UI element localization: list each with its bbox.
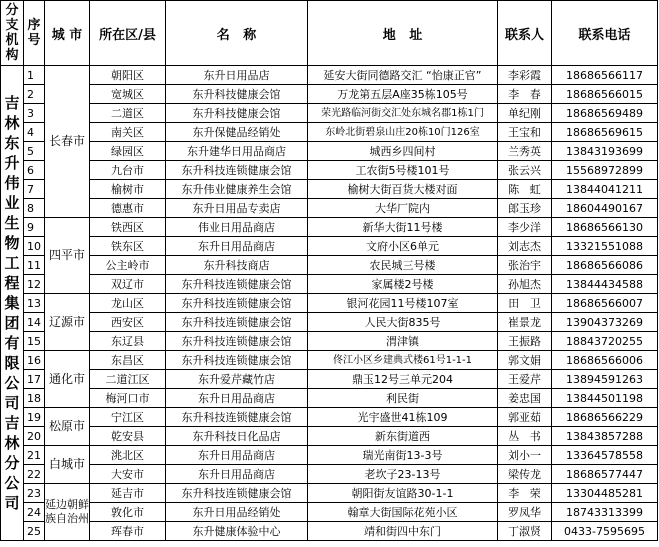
- row-number: 6: [24, 161, 45, 180]
- address-cell: 鼎玉12号三单元204: [308, 370, 498, 389]
- row-number: 23: [24, 484, 45, 503]
- city-cell: 延边朝鲜族自治州: [45, 484, 90, 541]
- store-name-cell: 东升科技日化品店: [166, 427, 308, 446]
- store-name-cell: 东升日用品商店: [166, 446, 308, 465]
- header-name: 名 称: [166, 1, 308, 66]
- district-cell: 东辽县: [90, 332, 166, 351]
- district-cell: 铁西区: [90, 218, 166, 237]
- city-cell: 通化市: [45, 351, 90, 408]
- district-cell: 南关区: [90, 123, 166, 142]
- table-row: [1, 142, 658, 161]
- phone-cell: 18686577447: [552, 465, 658, 484]
- district-cell: 公主岭市: [90, 256, 166, 275]
- contact-cell: 刘小一: [498, 446, 552, 465]
- contact-cell: 张治宇: [498, 256, 552, 275]
- table-row: [1, 85, 658, 104]
- district-cell: 梅河口市: [90, 389, 166, 408]
- header-row: [1, 1, 658, 66]
- table-row: [1, 66, 658, 85]
- company-cell: 吉林东升伟业生物工程集团有限公司吉林分公司: [1, 66, 24, 541]
- address-cell: 翰章大街国际花苑小区: [308, 503, 498, 522]
- store-name-cell: 东升科技商店: [166, 256, 308, 275]
- store-name-cell: 东升爱芹藏竹店: [166, 370, 308, 389]
- contact-cell: 丁淑贤: [498, 522, 552, 541]
- district-cell: 乾安县: [90, 427, 166, 446]
- contact-cell: 刘志杰: [498, 237, 552, 256]
- phone-cell: 13843193699: [552, 142, 658, 161]
- address-cell: 利民街: [308, 389, 498, 408]
- row-number: 18: [24, 389, 45, 408]
- row-number: 11: [24, 256, 45, 275]
- table-row: [1, 161, 658, 180]
- contact-cell: 罗凤华: [498, 503, 552, 522]
- store-name-cell: 东升科技连锁健康会馆: [166, 332, 308, 351]
- table-row: [1, 484, 658, 503]
- store-name-cell: 东升健康体验中心: [166, 522, 308, 541]
- district-cell: 二道区: [90, 104, 166, 123]
- district-cell: 延吉市: [90, 484, 166, 503]
- table-row: [1, 332, 658, 351]
- store-name-cell: 东升伟业健康养生会馆: [166, 180, 308, 199]
- row-number: 12: [24, 275, 45, 294]
- table-row: [1, 522, 658, 541]
- row-number: 21: [24, 446, 45, 465]
- address-cell: 瑞光南街13-3号: [308, 446, 498, 465]
- row-number: 15: [24, 332, 45, 351]
- address-cell: 东岭北街碧泉山庄20栋10门126室: [308, 123, 498, 142]
- district-cell: 九台市: [90, 161, 166, 180]
- district-cell: 大安市: [90, 465, 166, 484]
- contact-cell: 王振路: [498, 332, 552, 351]
- district-cell: 珲春市: [90, 522, 166, 541]
- row-number: 24: [24, 503, 45, 522]
- address-cell: 银河花园11号楼107室: [308, 294, 498, 313]
- address-cell: 文府小区6单元: [308, 237, 498, 256]
- phone-cell: 18686566006: [552, 351, 658, 370]
- district-cell: 洮北区: [90, 446, 166, 465]
- row-number: 1: [24, 66, 45, 85]
- row-number: 17: [24, 370, 45, 389]
- contact-cell: 丛 书: [498, 427, 552, 446]
- table-row: [1, 370, 658, 389]
- address-cell: 朝阳街友谊路30-1-1: [308, 484, 498, 503]
- row-number: 4: [24, 123, 45, 142]
- row-number: 25: [24, 522, 45, 541]
- contact-cell: 姜忠国: [498, 389, 552, 408]
- table-row: [1, 465, 658, 484]
- address-cell: 家属楼2号楼: [308, 275, 498, 294]
- store-name-cell: 东升科技连锁健康会馆: [166, 484, 308, 503]
- table-row: [1, 408, 658, 427]
- row-number: 5: [24, 142, 45, 161]
- row-number: 10: [24, 237, 45, 256]
- store-name-cell: 东升科技连锁健康会馆: [166, 275, 308, 294]
- header-district: 所在区/县: [90, 1, 166, 66]
- district-cell: 绿园区: [90, 142, 166, 161]
- header-phone: 联系电话: [552, 1, 658, 66]
- header-company: 分支机构: [1, 1, 24, 66]
- table-row: [1, 389, 658, 408]
- table-row: [1, 503, 658, 522]
- phone-cell: 18843720255: [552, 332, 658, 351]
- contact-cell: 张云兴: [498, 161, 552, 180]
- row-number: 22: [24, 465, 45, 484]
- contact-cell: 李 春: [498, 85, 552, 104]
- row-number: 2: [24, 85, 45, 104]
- phone-cell: 13844041211: [552, 180, 658, 199]
- table-row: [1, 180, 658, 199]
- table-row: [1, 446, 658, 465]
- table-row: [1, 294, 658, 313]
- table-row: [1, 313, 658, 332]
- address-cell: 老坎子23-13号: [308, 465, 498, 484]
- store-name-cell: 伟业日用品商店: [166, 218, 308, 237]
- address-cell: 延安大街同德路交汇 “怡康正官”: [308, 66, 498, 85]
- store-name-cell: 东升日用品商店: [166, 237, 308, 256]
- table-row: [1, 256, 658, 275]
- phone-cell: 13364578558: [552, 446, 658, 465]
- phone-cell: 18686569489: [552, 104, 658, 123]
- address-cell: 渭津镇: [308, 332, 498, 351]
- contact-cell: 单纪刚: [498, 104, 552, 123]
- district-cell: 榆树市: [90, 180, 166, 199]
- address-cell: 荣光路临河街交汇处东城名郡1栋1门: [308, 104, 498, 123]
- phone-cell: 18686566086: [552, 256, 658, 275]
- address-cell: 新华大街11号楼: [308, 218, 498, 237]
- contact-cell: 兰秀英: [498, 142, 552, 161]
- city-cell: 四平市: [45, 218, 90, 294]
- address-cell: 万龙第五层A座35栋105号: [308, 85, 498, 104]
- row-number: 13: [24, 294, 45, 313]
- city-cell: 白城市: [45, 446, 90, 484]
- table-row: [1, 275, 658, 294]
- contact-cell: 郭文娟: [498, 351, 552, 370]
- district-cell: 德惠市: [90, 199, 166, 218]
- contact-cell: 李彩霞: [498, 66, 552, 85]
- phone-cell: 18686566015: [552, 85, 658, 104]
- header-city: 城 市: [45, 1, 90, 66]
- phone-cell: 18604490167: [552, 199, 658, 218]
- store-name-cell: 东升日用品商店: [166, 465, 308, 484]
- row-number: 20: [24, 427, 45, 446]
- phone-cell: 18686566229: [552, 408, 658, 427]
- row-number: 3: [24, 104, 45, 123]
- address-cell: 光宇盛世41栋109: [308, 408, 498, 427]
- contact-cell: 田 卫: [498, 294, 552, 313]
- address-cell: 工农街5号楼101号: [308, 161, 498, 180]
- header-contact: 联系人: [498, 1, 552, 66]
- store-name-cell: 东升科技连锁健康会馆: [166, 313, 308, 332]
- row-number: 7: [24, 180, 45, 199]
- phone-cell: 13844434588: [552, 275, 658, 294]
- address-cell: 靖和街四中东门: [308, 522, 498, 541]
- phone-cell: 13321551088: [552, 237, 658, 256]
- store-name-cell: 东升保健品经销处: [166, 123, 308, 142]
- store-name-cell: 东升日用品经销处: [166, 503, 308, 522]
- store-name-cell: 东升科技健康会馆: [166, 85, 308, 104]
- address-cell: 佟江小区乡建典式楼61号1-1-1: [308, 351, 498, 370]
- address-cell: 新东街道西: [308, 427, 498, 446]
- phone-cell: 18686566117: [552, 66, 658, 85]
- phone-cell: 13844501198: [552, 389, 658, 408]
- district-cell: 铁东区: [90, 237, 166, 256]
- table-row: [1, 237, 658, 256]
- phone-cell: 13904373269: [552, 313, 658, 332]
- store-name-cell: 东升日用品店: [166, 66, 308, 85]
- store-name-cell: 东升日用品专卖店: [166, 199, 308, 218]
- row-number: 14: [24, 313, 45, 332]
- contact-cell: 梁传龙: [498, 465, 552, 484]
- city-cell: 辽源市: [45, 294, 90, 351]
- address-cell: 人民大街835号: [308, 313, 498, 332]
- store-name-cell: 东升科技连锁健康会馆: [166, 161, 308, 180]
- district-cell: 宁江区: [90, 408, 166, 427]
- contact-cell: 王爱芹: [498, 370, 552, 389]
- contact-cell: 陈 虹: [498, 180, 552, 199]
- contact-cell: 崔景龙: [498, 313, 552, 332]
- row-number: 16: [24, 351, 45, 370]
- contact-cell: 郭亚茹: [498, 408, 552, 427]
- district-cell: 龙山区: [90, 294, 166, 313]
- district-cell: 二道江区: [90, 370, 166, 389]
- phone-cell: 0433-7595695: [552, 522, 658, 541]
- table-row: [1, 123, 658, 142]
- address-cell: 榆树大街百货大楼对面: [308, 180, 498, 199]
- table-row: [1, 199, 658, 218]
- phone-cell: 13843857288: [552, 427, 658, 446]
- phone-cell: 18686566130: [552, 218, 658, 237]
- address-cell: 大华厂院内: [308, 199, 498, 218]
- table-row: [1, 351, 658, 370]
- phone-cell: 18686569615: [552, 123, 658, 142]
- header-address: 地 址: [308, 1, 498, 66]
- store-name-cell: 东升科技连锁健康会馆: [166, 294, 308, 313]
- contact-cell: 李 荣: [498, 484, 552, 503]
- address-cell: 城西乡四间村: [308, 142, 498, 161]
- table-row: [1, 427, 658, 446]
- city-cell: 松原市: [45, 408, 90, 446]
- contact-cell: 李少洋: [498, 218, 552, 237]
- address-cell: 农民城三号楼: [308, 256, 498, 275]
- district-cell: 朝阳区: [90, 66, 166, 85]
- phone-cell: 18743313399: [552, 503, 658, 522]
- district-cell: 西安区: [90, 313, 166, 332]
- phone-cell: 15568972899: [552, 161, 658, 180]
- city-cell: 长春市: [45, 66, 90, 218]
- phone-cell: 13894591263: [552, 370, 658, 389]
- table-row: [1, 218, 658, 237]
- district-cell: 敦化市: [90, 503, 166, 522]
- contact-cell: 王宝和: [498, 123, 552, 142]
- table-row: [1, 104, 658, 123]
- store-name-cell: 东升科技连锁健康会馆: [166, 351, 308, 370]
- district-cell: 宽城区: [90, 85, 166, 104]
- phone-cell: 13304485281: [552, 484, 658, 503]
- header-index: 序号: [24, 1, 45, 66]
- phone-cell: 18686566007: [552, 294, 658, 313]
- store-name-cell: 东升科技连锁健康会馆: [166, 408, 308, 427]
- store-name-cell: 东升科技健康会馆: [166, 104, 308, 123]
- row-number: 19: [24, 408, 45, 427]
- district-cell: 双辽市: [90, 275, 166, 294]
- row-number: 8: [24, 199, 45, 218]
- store-name-cell: 东升日用品商店: [166, 389, 308, 408]
- contact-cell: 郎玉珍: [498, 199, 552, 218]
- district-cell: 东昌区: [90, 351, 166, 370]
- row-number: 9: [24, 218, 45, 237]
- contact-cell: 孙旭杰: [498, 275, 552, 294]
- store-name-cell: 东升建华日用品商店: [166, 142, 308, 161]
